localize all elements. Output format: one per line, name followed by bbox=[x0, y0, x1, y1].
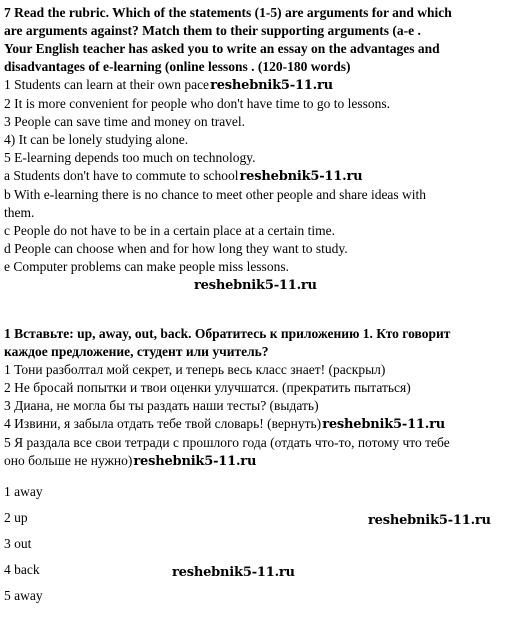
argument-line: them. bbox=[4, 205, 35, 220]
task7-arguments bbox=[4, 167, 510, 276]
task1-sentences bbox=[4, 361, 510, 471]
statement-line: 5 E-learning depends too much on technology. bbox=[4, 150, 256, 165]
argument-line: c People do not have to be in a certain place at a certain time. bbox=[4, 223, 335, 238]
answer-line: 1 away bbox=[4, 484, 43, 499]
task7-heading bbox=[4, 4, 510, 76]
document-page bbox=[4, 4, 510, 613]
task1-heading-line: 1 Вставьте: up, away, out, back. Обратитесь к приложению 1. Кто говорит bbox=[4, 326, 451, 341]
statement-text: 1 Students can learn at their own pace bbox=[4, 77, 210, 92]
statement-line: 2 It is more convenient for people who don't have time to go to lessons. bbox=[4, 96, 390, 111]
watermark: reshebnik5-11.ru bbox=[368, 513, 491, 528]
section-gap bbox=[4, 298, 510, 325]
sentence-line bbox=[4, 452, 510, 471]
sentence-text: оно больше не нужно) bbox=[4, 453, 133, 468]
task7-heading-line: Your English teacher has asked you to write an essay on the advantages and bbox=[4, 41, 440, 56]
watermark-row bbox=[4, 276, 510, 298]
sentence-line bbox=[4, 415, 510, 434]
argument-line: e Computer problems can make people miss lessons. bbox=[4, 259, 289, 274]
statement-line: 3 People can save time and money on travel. bbox=[4, 114, 246, 129]
sentence-line: 1 Тони разболтал мой секрет, и теперь весь класс знает! (раскрыл) bbox=[4, 362, 386, 377]
statement-line bbox=[4, 76, 510, 95]
sentence-line: 3 Диана, не могла бы ты раздать наши тесты? (выдать) bbox=[4, 398, 319, 413]
argument-line: b With e-learning there is no chance to meet other people and share ideas with bbox=[4, 187, 427, 202]
task7-heading-line: disadvantages of e-learning (online lessons . (120-180 words) bbox=[4, 59, 351, 74]
task7-heading-line: 7 Read the rubric. Which of the statements (1-5) are arguments for and which bbox=[4, 5, 452, 20]
answer-line: 5 away bbox=[4, 588, 43, 603]
watermark: reshebnik5-11.ru bbox=[194, 278, 317, 293]
sentence-line: 5 Я раздала все свои тетради с прошлого года (отдать что-то, потому что тебе bbox=[4, 435, 450, 450]
statement-line: 4) It can be lonely studying alone. bbox=[4, 132, 189, 147]
watermark: reshebnik5-11.ru bbox=[210, 78, 333, 93]
task1-heading-line: каждое предложение, студент или учитель? bbox=[4, 344, 269, 359]
task1-answers bbox=[4, 483, 510, 613]
watermark: reshebnik5-11.ru bbox=[133, 454, 257, 469]
answer-line: 3 out bbox=[4, 536, 32, 551]
answer-line: 2 up bbox=[4, 510, 28, 525]
answer-line: 4 back bbox=[4, 562, 40, 577]
argument-text: a Students don't have to commute to school bbox=[4, 168, 239, 183]
watermark: reshebnik5-11.ru bbox=[172, 565, 295, 580]
argument-line bbox=[4, 167, 510, 186]
task7-statements bbox=[4, 76, 510, 167]
sentence-text: 4 Извини, я забыла отдать тебе твой словарь! (вернуть) bbox=[4, 416, 322, 431]
task1-heading bbox=[4, 325, 510, 361]
task7-heading-line: are arguments against? Match them to their supporting arguments (a-e . bbox=[4, 23, 421, 38]
watermark: reshebnik5-11.ru bbox=[239, 169, 363, 184]
sentence-line: 2 Не бросай попытки и твои оценки улучшатся. (прекратить пытаться) bbox=[4, 380, 411, 395]
watermark: reshebnik5-11.ru bbox=[322, 417, 445, 432]
argument-line: d People can choose when and for how long they want to study. bbox=[4, 241, 348, 256]
section-gap bbox=[4, 471, 510, 483]
